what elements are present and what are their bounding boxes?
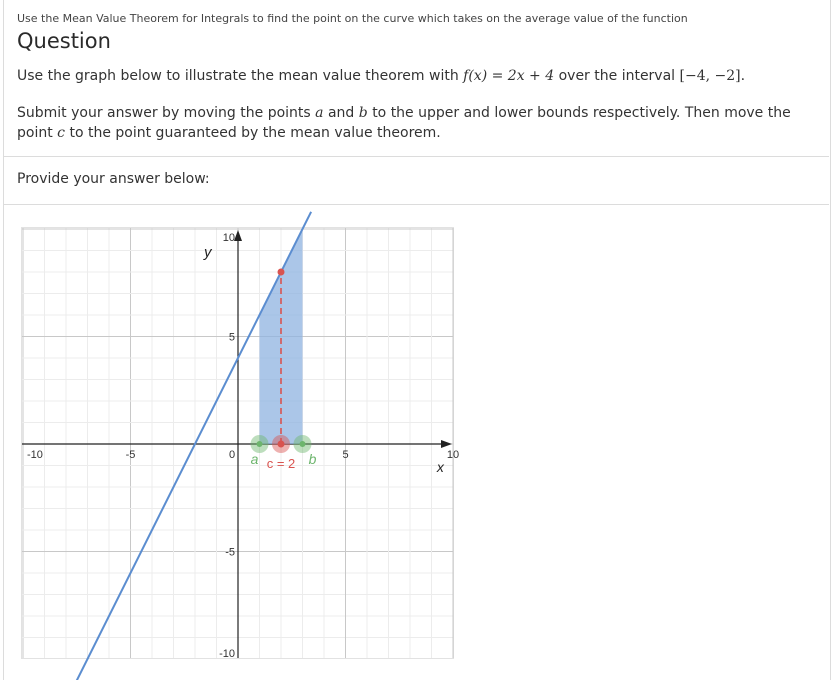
submit-b: b xyxy=(358,105,368,121)
divider xyxy=(3,204,829,205)
x-tick-label: 10 xyxy=(446,449,460,461)
point-c[interactable] xyxy=(278,441,285,448)
submit-part3: to the point guaranteed by the mean value theorem. xyxy=(69,125,441,141)
point-a[interactable] xyxy=(257,441,263,447)
y-axis-label: y xyxy=(204,243,212,261)
x-axis-arrow xyxy=(441,440,452,448)
top-instruction: Use the Mean Value Theorem for Integrals to find the point on the curve which takes on the average value of the function xyxy=(17,12,688,25)
submit-and: and xyxy=(327,105,355,121)
graph-panel[interactable] xyxy=(21,227,460,660)
question-heading: Question xyxy=(17,29,111,53)
x-tick-label: 5 xyxy=(342,449,349,461)
curve-point-c xyxy=(278,269,285,276)
interval-expression: [−4, −2]. xyxy=(679,68,746,84)
submit-part1: Submit your answer by moving the points xyxy=(17,105,311,121)
submit-instructions xyxy=(17,103,817,143)
point-b-label: b xyxy=(308,451,317,467)
provide-answer-label: Provide your answer below: xyxy=(17,171,210,187)
point-a-label: a xyxy=(250,451,259,467)
submit-part2: to the upper and lower bounds respectively. Then move the point xyxy=(17,105,791,141)
y-tick-label: -10 xyxy=(219,648,235,660)
x-tick-label: -10 xyxy=(27,449,43,461)
point-b[interactable] xyxy=(300,441,306,447)
divider xyxy=(3,156,829,157)
submit-c: c xyxy=(57,125,66,141)
question-over: over the interval xyxy=(558,68,676,84)
function-expression: f(x) = 2x + 4 xyxy=(463,68,555,84)
submit-a: a xyxy=(315,105,324,121)
y-tick-label: -5 xyxy=(225,546,235,559)
x-tick-label: -5 xyxy=(125,449,136,461)
graph-canvas[interactable] xyxy=(22,228,460,660)
y-tick-label: 10 xyxy=(222,232,235,244)
point-c-label: c = 2 xyxy=(266,456,296,471)
question-text xyxy=(17,68,745,84)
question-intro: Use the graph below to illustrate the mean value theorem with xyxy=(17,68,459,84)
y-tick-label: 5 xyxy=(228,331,235,344)
x-tick-label: 0 xyxy=(228,449,236,461)
y-axis-arrow xyxy=(234,230,242,241)
x-axis-label: x xyxy=(436,459,444,475)
